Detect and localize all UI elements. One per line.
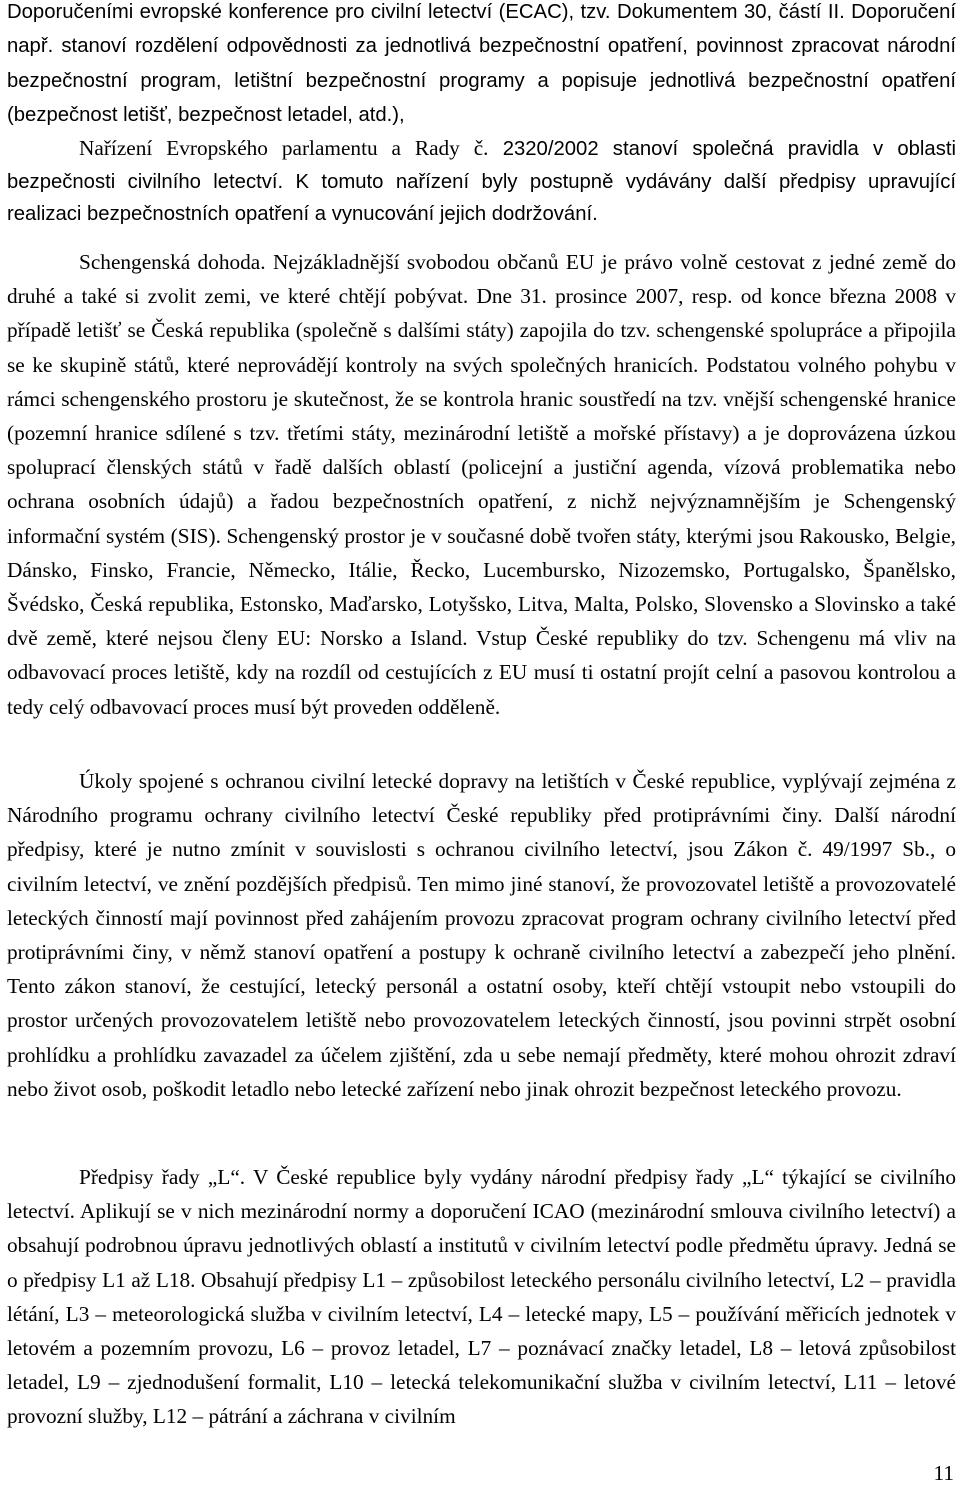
page-number: 11 <box>933 1461 954 1485</box>
eu-regulation-title: Nařízení Evropského parlamentu a Rady č. <box>79 136 489 160</box>
paragraph-national-program: Úkoly spojené s ochranou civilní letecké dopravy na letištích v České republice, vyplývají zejména z Národního programu ochrany civilního letectví České republiky před protiprávními činy. Další národní předpisy, které je nutno zmínit v souvislosti s ochranou civilního letectví, jsou Zákon č. 49/1997 Sb., o civilním letectví, ve znění pozdějších předpisů. Ten mimo jiné stanoví, že provozovatel letiště a provozovatelé leteckých činností mají povinnost před zahájením provozu zpracovat program ochrany civilního letectví před protiprávními činy, v němž stanoví opatření a postupy k ochraně civilního letectví a zabezpečí jeho plnění. Tento zákon stanoví, že cestující, letecký personál a ostatní osoby, kteří chtějí vstoupit nebo vstoupili do prostor určených provozovatelem letiště nebo provozovatelem leteckých činností, jsou povinni strpět osobní prohlídku a prohlídku zavazadel za účelem zjištění, zda u sebe nemají předměty, které mohou ohrozit zdraví nebo život osob, poškodit letadlo nebo letecké zařízení nebo jinak ohrozit bezpečnost leteckého provozu. <box>7 769 956 1101</box>
paragraph-schengen: Schengenská dohoda. Nejzákladnější svobodou občanů EU je právo volně cestovat z jedné země do druhé a také si zvolit zemi, ve které chtějí pobývat. Dne 31. prosince 2007, resp. od konce března 2008 v případě letišť se Česká republika (společně s dalšími státy) zapojila do tzv. schengenské spolupráce a připojila se ke skupině států, které neprovádějí kontroly na svých společných hranicích. Podstatou volného pohybu v rámci schengenského prostoru je skutečnost, že se kontrola hranic soustředí na tzv. vnější schengenské hranice (pozemní hranice sdílené s tzv. třetími státy, mezinárodní letiště a mořské přístavy) a je doprovázena úzkou spoluprací členských států v řadě dalších oblastí (policejní a justiční agenda, vízová problematika nebo ochrana osobních údajů) a řadou bezpečnostních opatření, z nichž nejvýznamnějším je Schengenský informační systém (SIS). Schengenský prostor je v současné době tvořen státy, kterými jsou Rakousko, Belgie, Dánsko, Finsko, Francie, Německo, Itálie, Řecko, Lucembursko, Nizozemsko, Portugalsko, Španělsko, Švédsko, Česká republika, Estonsko, Maďarsko, Lotyšsko, Litva, Malta, Polsko, Slovensko a Slovinsko a také dvě země, které nejsou členy EU: Norsko a Island. Vstup České republiky do tzv. Schengenu má vliv na odbavovací proces letiště, kdy na rozdíl od cestujících z EU musí ti ostatní projít celní a pasovou kontrolou a tedy celý odbavovací proces musí být proveden odděleně. <box>7 250 956 719</box>
paragraph-l-regulations: Předpisy řady „L“. V České republice byly vydány národní předpisy řady „L“ týkající se civilního letectví. Aplikují se v nich mezinárodní normy a doporučení ICAO (mezinárodní smlouva civilního letectví) a obsahují podrobnou úpravu jednotlivých oblastí a institutů v civilním letectví podle předmětu úpravy. Jedná se o předpisy L1 až L18. Obsahují předpisy L1 – způsobilost leteckého personálu civilního letectví, L2 – pravidla létání, L3 – meteorologická služba v civilním letectví, L4 – letecké mapy, L5 – používání měřicích jednotek v letovém a pozemním provozu, L6 – provoz letadel, L7 – poznávací značky letadel, L8 – letová způsobilost letadel, L9 – zjednodušení formalit, L10 – letecká telekomunikační služba v civilním letectví, L11 – letové provozní služby, L12 – pátrání a záchrana v civilním <box>7 1165 956 1429</box>
paragraph-ecac: Doporučeními evropské konference pro civilní letectví (ECAC), tzv. Dokumentem 30, částí II. Doporučení např. stanoví rozdělení odpovědnosti za jednotlivá bezpečnostní opatření, povinnost zpracovat národní bezpečnostní program, letištní bezpečnostní programy a popisuje jednotlivá bezpečnostní opatření (bezpečnost letišť, bezpečnost letadel, atd.), <box>7 1 956 127</box>
eu-regulation-text: 2320/2002 stanoví společná pravidla v oblasti bezpečnosti civilního letectví. K tomuto nařízení byly postupně vydávány další předpisy upravující realizaci bezpečnostních opatření a vynucování jejich dodržování. <box>7 138 956 225</box>
paragraph-eu-regulation <box>7 133 956 231</box>
